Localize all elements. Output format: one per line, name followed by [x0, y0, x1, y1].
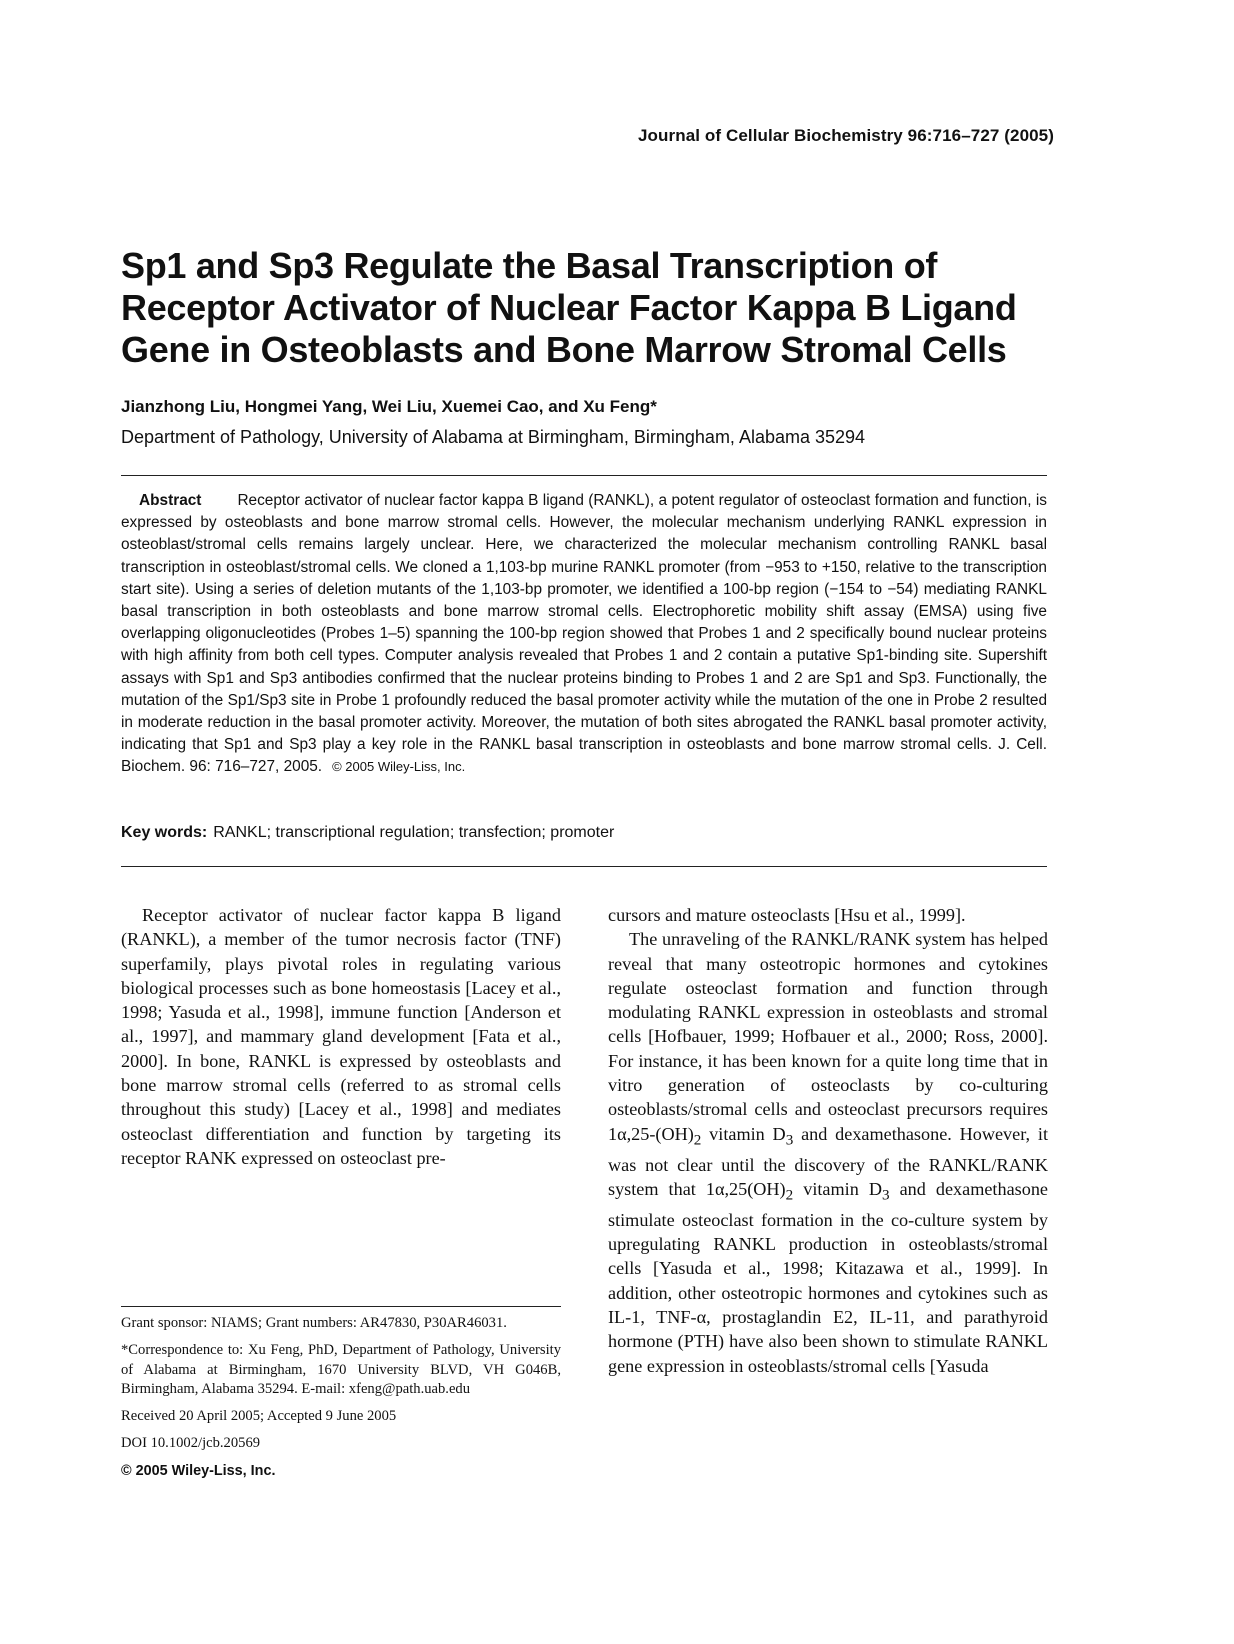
body-column-right: [608, 903, 1048, 1378]
body-paragraph: Receptor activator of nuclear factor kappa B ligand (RANKL), a member of the tumor necrosis factor (TNF) superfamily, plays pivotal roles in regulating various biological processes such as bone homeostasis [Lacey et al., 1998; Yasuda et al., 1998], immune function [Anderson et al., 1997], and mammary gland development [Fata et al., 2000]. In bone, RANKL is expressed by osteoblasts and bone marrow stromal cells (referred to as stromal cells throughout this study) [Lacey et al., 1998] and mediates osteoclast differentiation and function by targeting its receptor RANK expressed on osteoclast pre-: [121, 905, 561, 1168]
copyright-note: © 2005 Wiley-Liss, Inc.: [121, 1462, 276, 1479]
grant-note: Grant sponsor: NIAMS; Grant numbers: AR47830, P30AR46031.: [121, 1315, 507, 1331]
abstract-label: Abstract: [139, 492, 202, 509]
keywords-label: Key words:: [121, 824, 208, 841]
footnotes: [121, 1314, 561, 1489]
abstract: [121, 490, 1047, 779]
received-note: Received 20 April 2005; Accepted 9 June 2005: [121, 1408, 397, 1425]
author-list: Jianzhong Liu, Hongmei Yang, Wei Liu, Xuemei Cao, and Xu Feng*: [121, 397, 657, 416]
doi-note: DOI 10.1002/jcb.20569: [121, 1435, 261, 1452]
footnote-divider: [121, 1306, 561, 1307]
body-paragraph: The unraveling of the RANKL/RANK system has helped reveal that many osteotropic hormones and cytokines regulate osteoclast formation and function through modulating RANKL expression in osteoblasts and stromal cells [Hofbauer, 1999; Hofbauer et al., 2000; Ross, 2000]. For instance, it has been known for a quite long time that in vitro generation of osteoclasts by co-culturing osteoblasts/stromal cells and osteoclast precursors requires $1\alpha,25-(OH)_2$ vitamin $D_3$ and dexamethasone. However, it was not clear until the discovery of the RANKL/RANK system that $1\alpha,25(OH)_2$ vitamin $D_3$ and dexamethasone stimulate osteoclast formation in the co-culture system by upregulating RANKL production in osteoblasts/stromal cells [Yasuda et al., 1998; Kitazawa et al., 1999]. In addition, other osteotropic hormones and cytokines such as IL-1, TNF-α, prostaglandin E2, IL-11, and parathyroid hormone (PTH) have also been shown to stimulate RANKL gene expression in osteoblasts/stromal cells [Yasuda: [608, 929, 1049, 1376]
divider-bottom: [121, 866, 1047, 867]
body-paragraph-continuation: cursors and mature osteoclasts [Hsu et al., 1999].: [608, 905, 966, 925]
keywords: [121, 824, 614, 842]
body-column-left: [121, 903, 561, 1170]
article-title: Sp1 and Sp3 Regulate the Basal Transcription of Receptor Activator of Nuclear Factor Kappa B Ligand Gene in Osteoblasts and Bone Marrow Stromal Cells: [121, 245, 1017, 370]
journal-citation: Journal of Cellular Biochemistry 96:716–727 (2005): [637, 126, 1054, 145]
affiliation: Department of Pathology, University of Alabama at Birmingham, Birmingham, Alabama 35294: [121, 427, 866, 447]
keywords-text: RANKL; transcriptional regulation; transfection; promoter: [213, 824, 615, 841]
abstract-text: Receptor activator of nuclear factor kappa B ligand (RANKL), a potent regulator of osteoclast formation and function, is expressed by osteoblasts and bone marrow stromal cells. However, the molecular mechanism underlying RANKL expression in osteoblast/stromal cells remains largely unclear. Here, we characterized the molecular mechanism controlling RANKL basal transcription in osteoblast/stromal cells. We cloned a 1,103-bp murine RANKL promoter (from −953 to +150, relative to the transcription start site). Using a series of deletion mutants of the 1,103-bp promoter, we identified a 100-bp region (−154 to −54) mediating RANKL basal transcription in both osteoblasts and bone marrow stromal cells. Electrophoretic mobility shift assay (EMSA) using five overlapping oligonucleotides (Probes 1–5) spanning the 100-bp region showed that Probes 1 and 2 specifically bound nuclear proteins with high affinity from both cell types. Computer analysis revealed that Probes 1 and 2 contain a putative Sp1-binding site. Supershift assays with Sp1 and Sp3 antibodies confirmed that the nuclear proteins binding to Probes 1 and 2 are Sp1 and Sp3. Functionally, the mutation of the Sp1/Sp3 site in Probe 1 profoundly reduced the basal promoter activity while the mutation of the one in Probe 2 resulted in moderate reduction in the basal promoter activity. Moreover, the mutation of both sites abrogated the RANKL basal promoter activity, indicating that Sp1 and Sp3 play a key role in the RANKL basal transcription in osteoblasts and bone marrow stromal cells. J. Cell. Biochem. 96: 716–727, 2005.: [121, 492, 1047, 776]
abstract-copyright: © 2005 Wiley-Liss, Inc.: [332, 759, 466, 775]
divider-top: [121, 475, 1047, 476]
correspondence-note: *Correspondence to: Xu Feng, PhD, Department of Pathology, University of Alabama at Birmingham, 1670 University BLVD, VH G046B, Birmingham, Alabama 35294. E-mail: xfeng@path.uab.edu: [121, 1342, 561, 1397]
